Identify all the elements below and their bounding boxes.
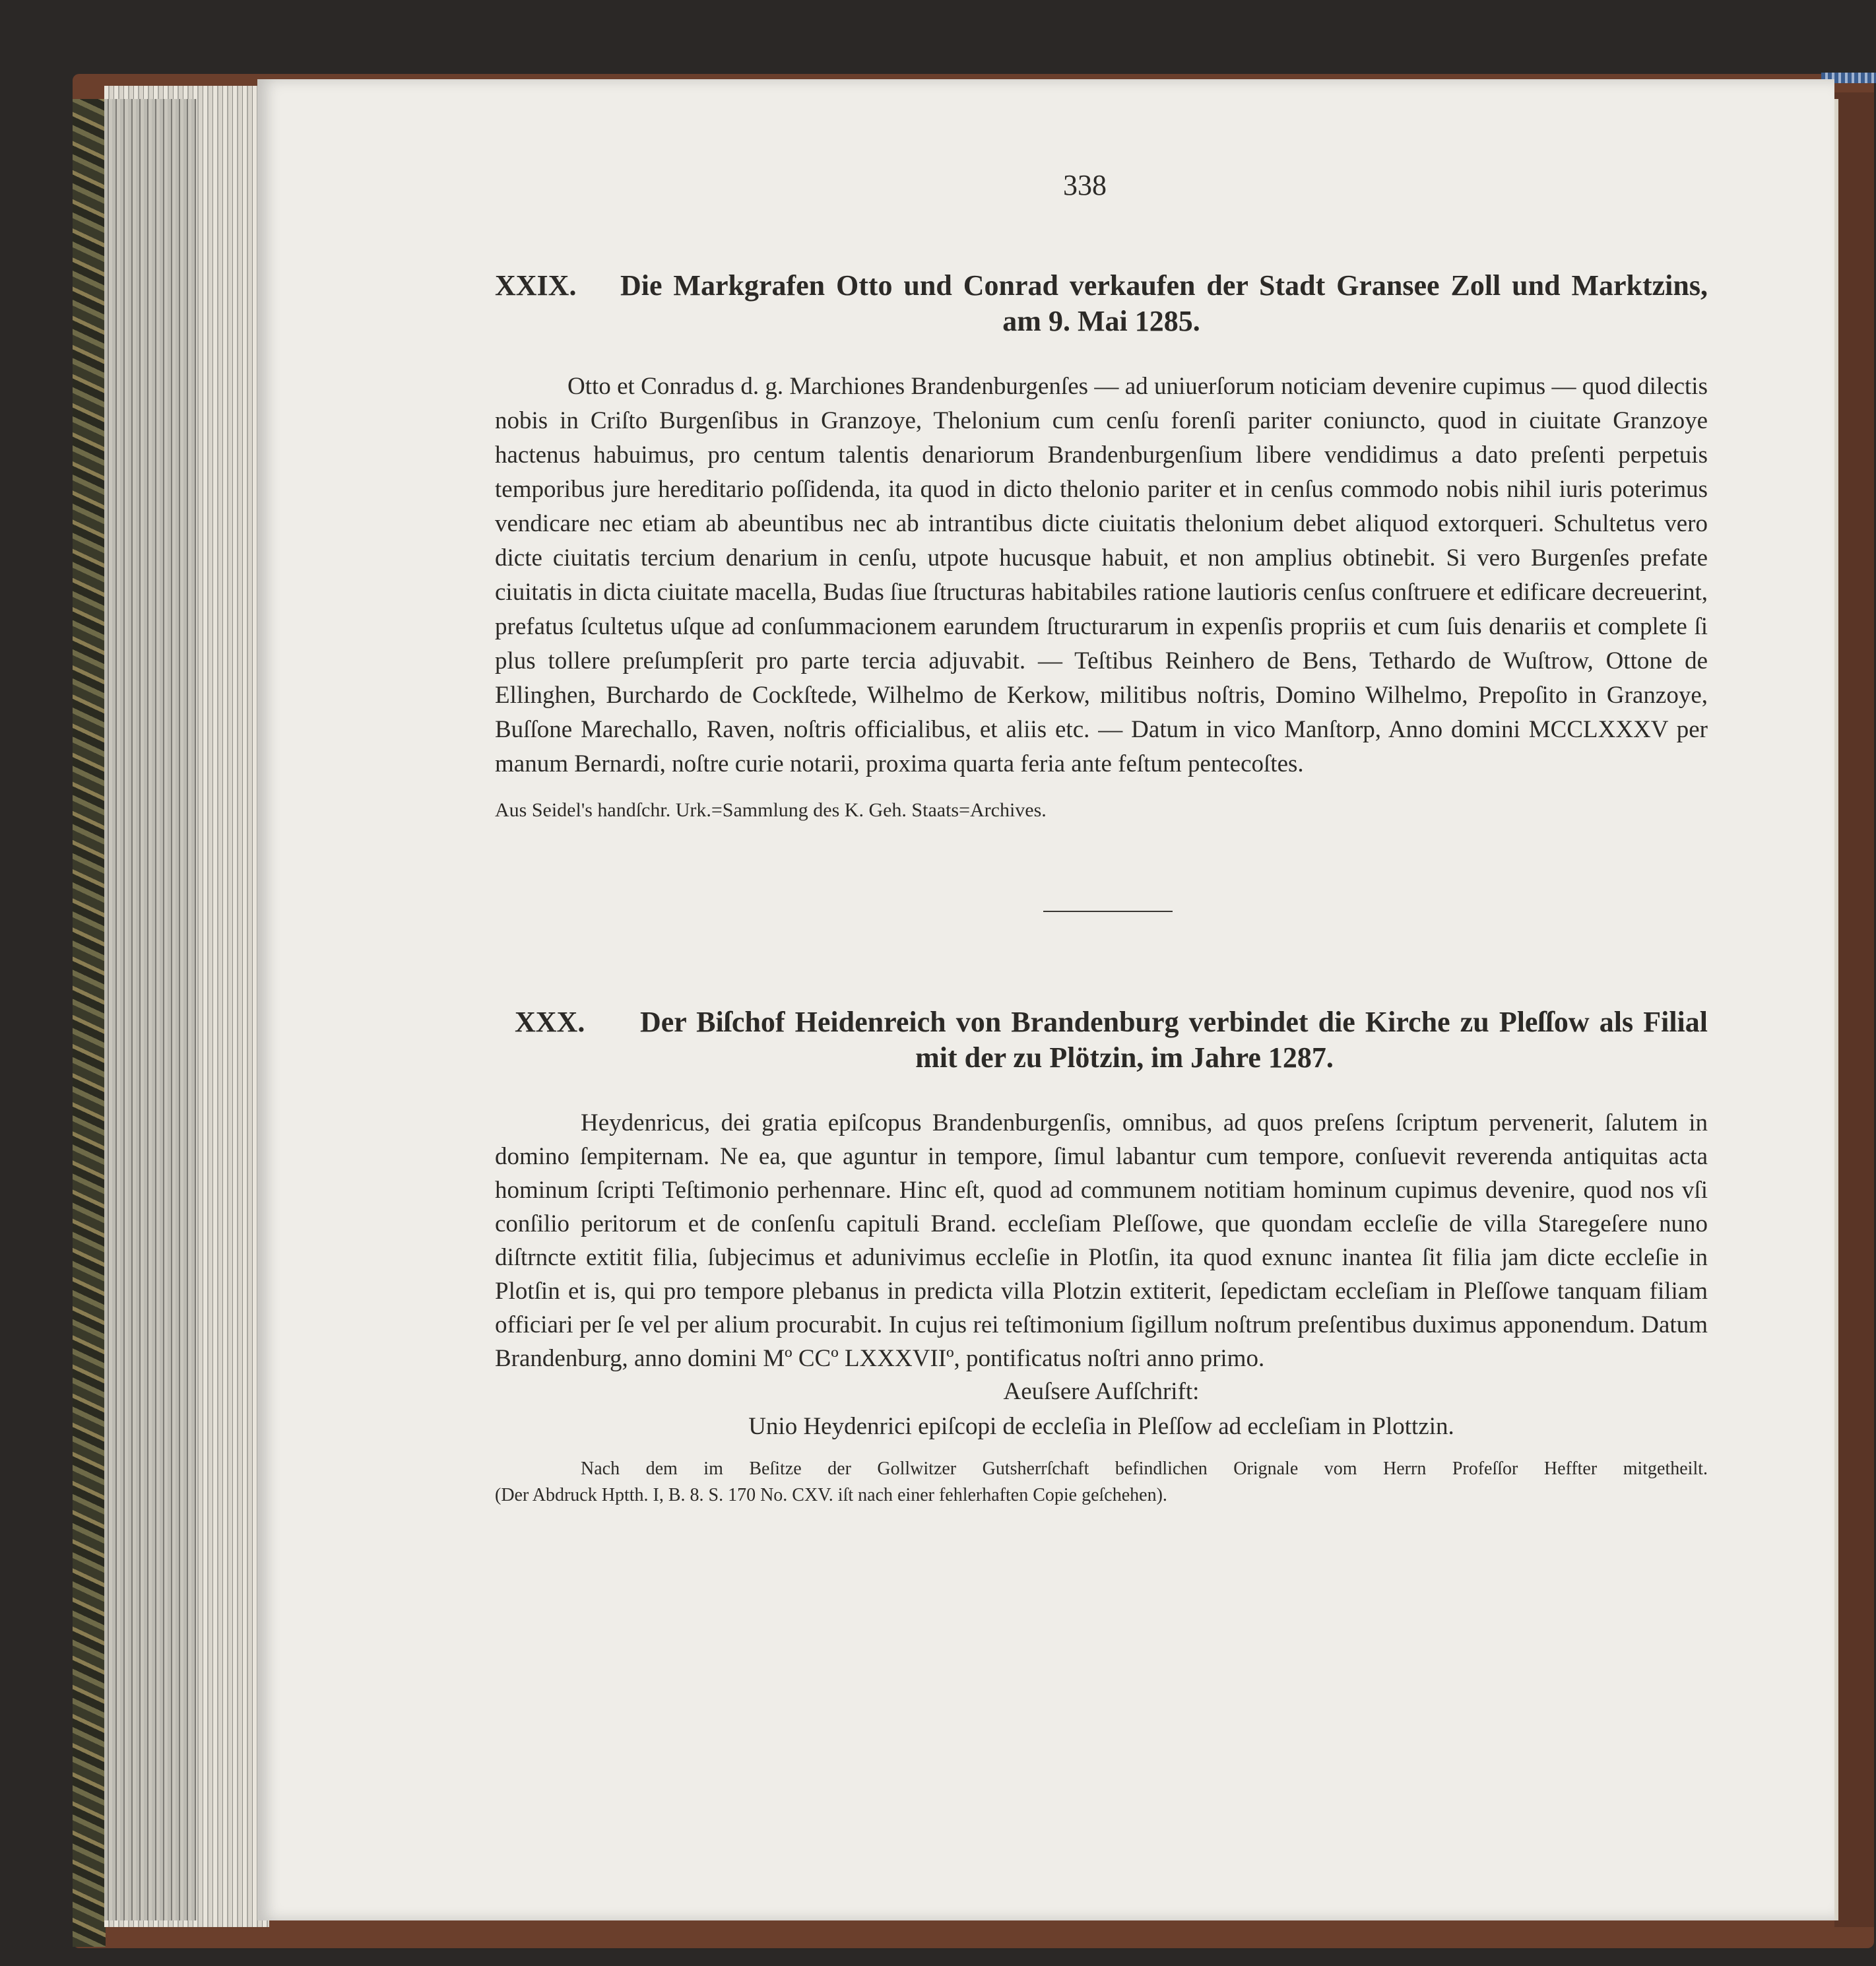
page-number: 338 [1063,169,1107,201]
right-cover-edge [1834,92,1874,1927]
inscription-text: Unio Heydenrici epiſcopi de eccleſia in Pleſſow ad eccleſiam in Plottzin. [748,1413,1454,1440]
marbled-board [73,99,106,1947]
document-numeral: XXX. [515,1006,585,1038]
inscription-heading: Aeuſsere Aufſchrift: [1003,1378,1200,1405]
document-heading-30 [495,1004,1708,1076]
section-divider [1043,911,1173,912]
document-body-30: Heydenricus, dei gratia epiſcopus Brandenburgenſis, omnibus, ad quos preſens ſcriptum pervenerit, ſalutem in domino ſempiternam. Ne ea, que aguntur in tempore, ſimul labantur cum tempore, conſuevit reverenda antiquitas acta hominum ſcripti Teſtimonio perhennare. Hinc eſt, quod ad communem notitiam hominum cupimus devenire, quod nos vſi conſilio peritorum et de conſenſu capituli Brand. eccleſiam Pleſſowe, que quondam eccleſie de villa Staregeſere nuno diſtrncte extitit filia, ſubjecimus et adunivimus eccleſie in Plotſin, ita quod exnunc inantea ſit filia jam dicte eccleſie in Plotſin et is, qui pro tempore plebanus in predicta villa Plotzin extiterit, ſepedictam eccleſiam in Pleſſowe tanquam filiam officiari per ſe vel per alium procurabit. In cujus rei teſtimonium ſigillum noſtrum preſentibus duximus apponendum. Datum Brandenburg, anno domini Mº CCº LXXXVIIº, pontificatus noſtri anno primo. [495,1109,1708,1372]
source-note-30 [495,1456,1708,1509]
document-title-line1: Die Markgrafen Otto und Conrad verkaufen der Stadt Gransee Zoll und Marktzins, [620,269,1708,302]
page-edges-shadow [104,99,197,1920]
book-page [257,79,1834,1920]
document-body-29: Otto et Conradus d. g. Marchiones Brandenburgenſes — ad uniuerſorum noticiam devenire cupimus — quod dilectis nobis in Criſto Burgenſibus in Granzoye, Thelonium cum cenſu forenſi pariter coniuncto, quod in ciuitate Granzoye hactenus habuimus, pro centum talentis denariorum Brandenburgenſium libere vendidimus a dato preſenti perpetuis temporibus jure hereditario poſſidenda, ita quod in dicto thelonio pariter et in cenſus commodo nobis nihil iuris poterimus vendicare nec etiam ab abeuntibus nec ab intrantibus dicte ciuitatis thelonium debet aliquod extorqueri. Schultetus vero dicte ciuitatis tercium denarium in cenſu, utpote hucusque habuit, et non amplius obtinebit. Si vero Burgenſes prefate ciuitatis in dicta ciuitate macella, Budas ſiue ſtructuras habitabiles ratione lautioris cenſus conſtruere et edificare decreuerint, prefatus ſcultetus uſque ad conſummacionem earundem ſtructurarum in expenſis propriis et cum ſuis denariis et complete ſi plus tollere preſumpſerit pro parte tercia adjuvabit. — Teſtibus Reinhero de Bens, Tethardo de Wuſtrow, Ottone de Ellinghen, Burchardo de Cockſtede, Wilhelmo de Kerkow, militibus noſtris, Domino Wilhelmo, Prepoſito in Granzoye, Buſſone Marechallo, Raven, noſtris officialibus, et aliis etc. — Datum in vico Manſtorp, Anno domini MCCLXXXV per manum Bernardi, noſtre curie notarii, proxima quarta feria ante feſtum pentecoſtes. [495,373,1708,777]
document-title-line1: Der Biſchof Heidenreich von Brandenburg verbindet die Kirche zu Pleſſow als Filial [640,1006,1708,1038]
source-note-29: Aus Seidel's handſchr. Urk.=Sammlung des K. Geh. Staats=Archives. [495,799,1047,821]
document-heading-29 [495,268,1708,339]
document-title [620,268,1708,339]
page-content [495,168,1708,1509]
source-note-line1: Nach dem im Beſitze der Gollwitzer Gutsherrſchaft befindlichen Orignale vom Herrn Profeſſor Heffter mitgetheilt. [581,1458,1708,1479]
document-title-line2: mit der zu Plötzin, im Jahre 1287. [915,1041,1334,1074]
document-numeral: XXIX. [495,269,577,302]
document-title [640,1004,1708,1076]
source-note-line2: (Der Abdruck Hptth. I, B. 8. S. 170 No. CXV. iſt nach einer fehlerhaften Copie geſchehen). [495,1485,1167,1505]
document-title-line2: am 9. Mai 1285. [1002,305,1200,337]
